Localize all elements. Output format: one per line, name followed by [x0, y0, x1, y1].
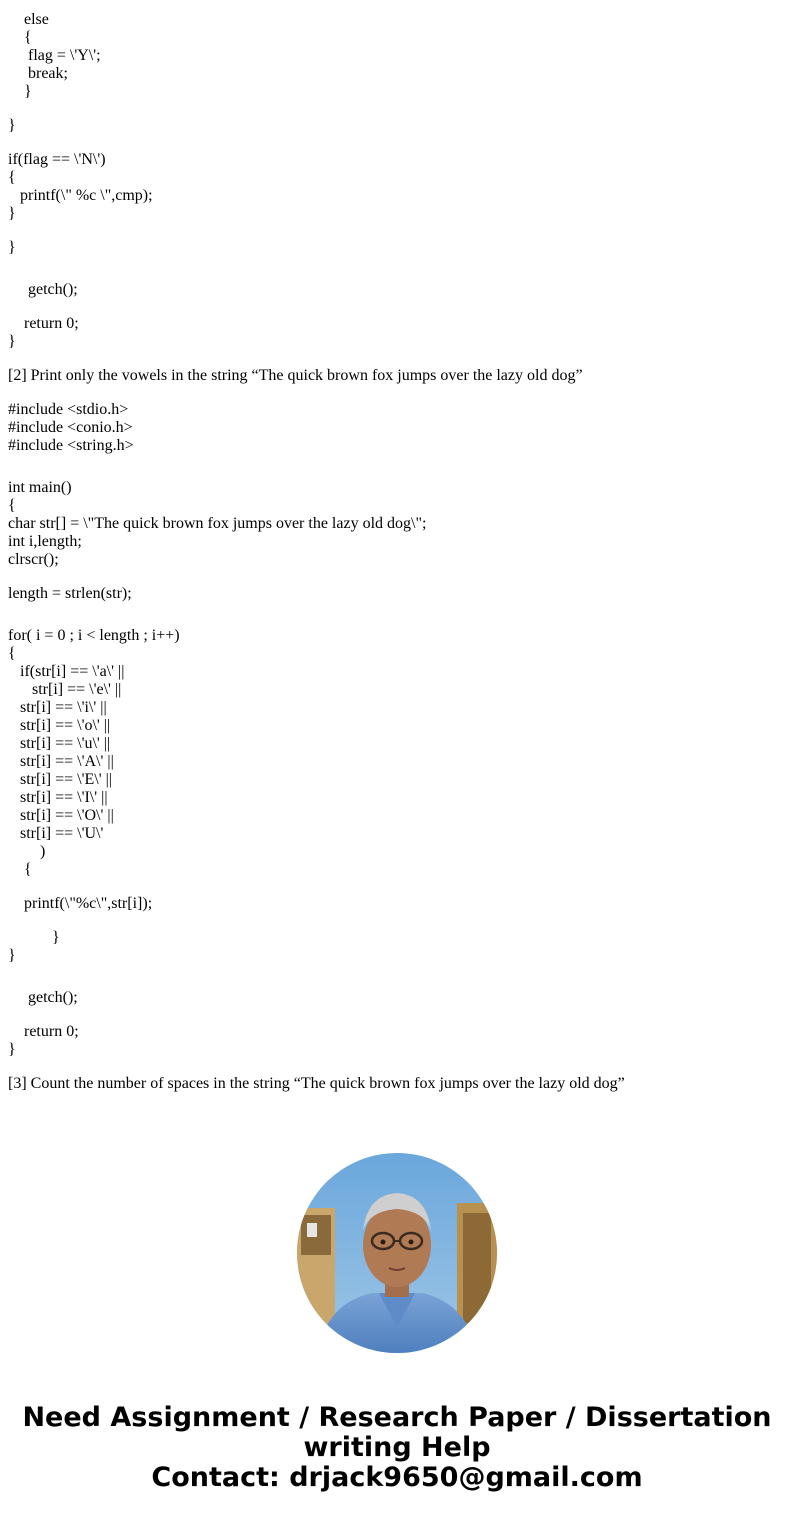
- footer-banner: [0, 1403, 794, 1493]
- document-line: }: [8, 947, 16, 964]
- document-line: str[i] == \'I\' ||: [8, 789, 108, 806]
- document-line: {: [8, 645, 16, 662]
- footer-subline: writing Help: [303, 1432, 491, 1463]
- document-line: }: [8, 83, 32, 100]
- document-line: {: [8, 169, 16, 186]
- document-line: getch();: [8, 989, 78, 1006]
- footer-headline: Need Assignment / Research Paper / Dissertation: [22, 1402, 772, 1433]
- document-line: }: [8, 929, 60, 946]
- document-line: }: [8, 205, 16, 222]
- author-avatar: [297, 1153, 497, 1353]
- document-line: char str[] = \"The quick brown fox jumps over the lazy old dog\";: [8, 515, 427, 532]
- document-line: {: [8, 861, 32, 878]
- document-line: return 0;: [8, 1023, 79, 1040]
- document-line: }: [8, 239, 16, 256]
- document-line: str[i] == \'O\' ||: [8, 807, 114, 824]
- document-line: int i,length;: [8, 533, 82, 550]
- document-line: #include <conio.h>: [8, 419, 133, 436]
- document-line: str[i] == \'e\' ||: [8, 681, 122, 698]
- document-line: clrscr();: [8, 551, 59, 568]
- document-line: #include <string.h>: [8, 437, 134, 454]
- document-line: #include <stdio.h>: [8, 401, 129, 418]
- document-line: for( i = 0 ; i < length ; i++): [8, 627, 180, 644]
- document-line: [3] Count the number of spaces in the string “The quick brown fox jumps over the lazy old dog”: [8, 1075, 625, 1092]
- document-line: {: [8, 497, 16, 514]
- document-line: str[i] == \'A\' ||: [8, 753, 114, 770]
- document-line: if(str[i] == \'a\' ||: [8, 663, 125, 680]
- document-line: length = strlen(str);: [8, 585, 132, 602]
- document-line: }: [8, 1041, 16, 1058]
- document-line: }: [8, 333, 16, 350]
- author-photo-image: [297, 1153, 497, 1353]
- document-line: str[i] == \'E\' ||: [8, 771, 112, 788]
- document-line: ): [8, 843, 46, 860]
- document-line: {: [8, 29, 32, 46]
- document-line: str[i] == \'u\' ||: [8, 735, 111, 752]
- document-line: int main(): [8, 479, 72, 496]
- document-line: if(flag == \'N\'): [8, 151, 106, 168]
- document-line: str[i] == \'U\': [8, 825, 104, 842]
- document-line: }: [8, 117, 16, 134]
- document-line: flag = \'Y\';: [8, 47, 101, 64]
- document-line: printf(\"%c\",str[i]);: [8, 895, 153, 912]
- document-line: return 0;: [8, 315, 79, 332]
- document-line: break;: [8, 65, 68, 82]
- document-line: str[i] == \'i\' ||: [8, 699, 107, 716]
- document-line: else: [8, 11, 49, 28]
- document-line: [2] Print only the vowels in the string “The quick brown fox jumps over the lazy old dog”: [8, 367, 583, 384]
- footer-contact: Contact: drjack9650@gmail.com: [151, 1462, 643, 1493]
- document-text: [8, 0, 788, 1122]
- document-line: getch();: [8, 281, 78, 298]
- document-line: printf(\" %c \",cmp);: [8, 187, 153, 204]
- document-line: str[i] == \'o\' ||: [8, 717, 111, 734]
